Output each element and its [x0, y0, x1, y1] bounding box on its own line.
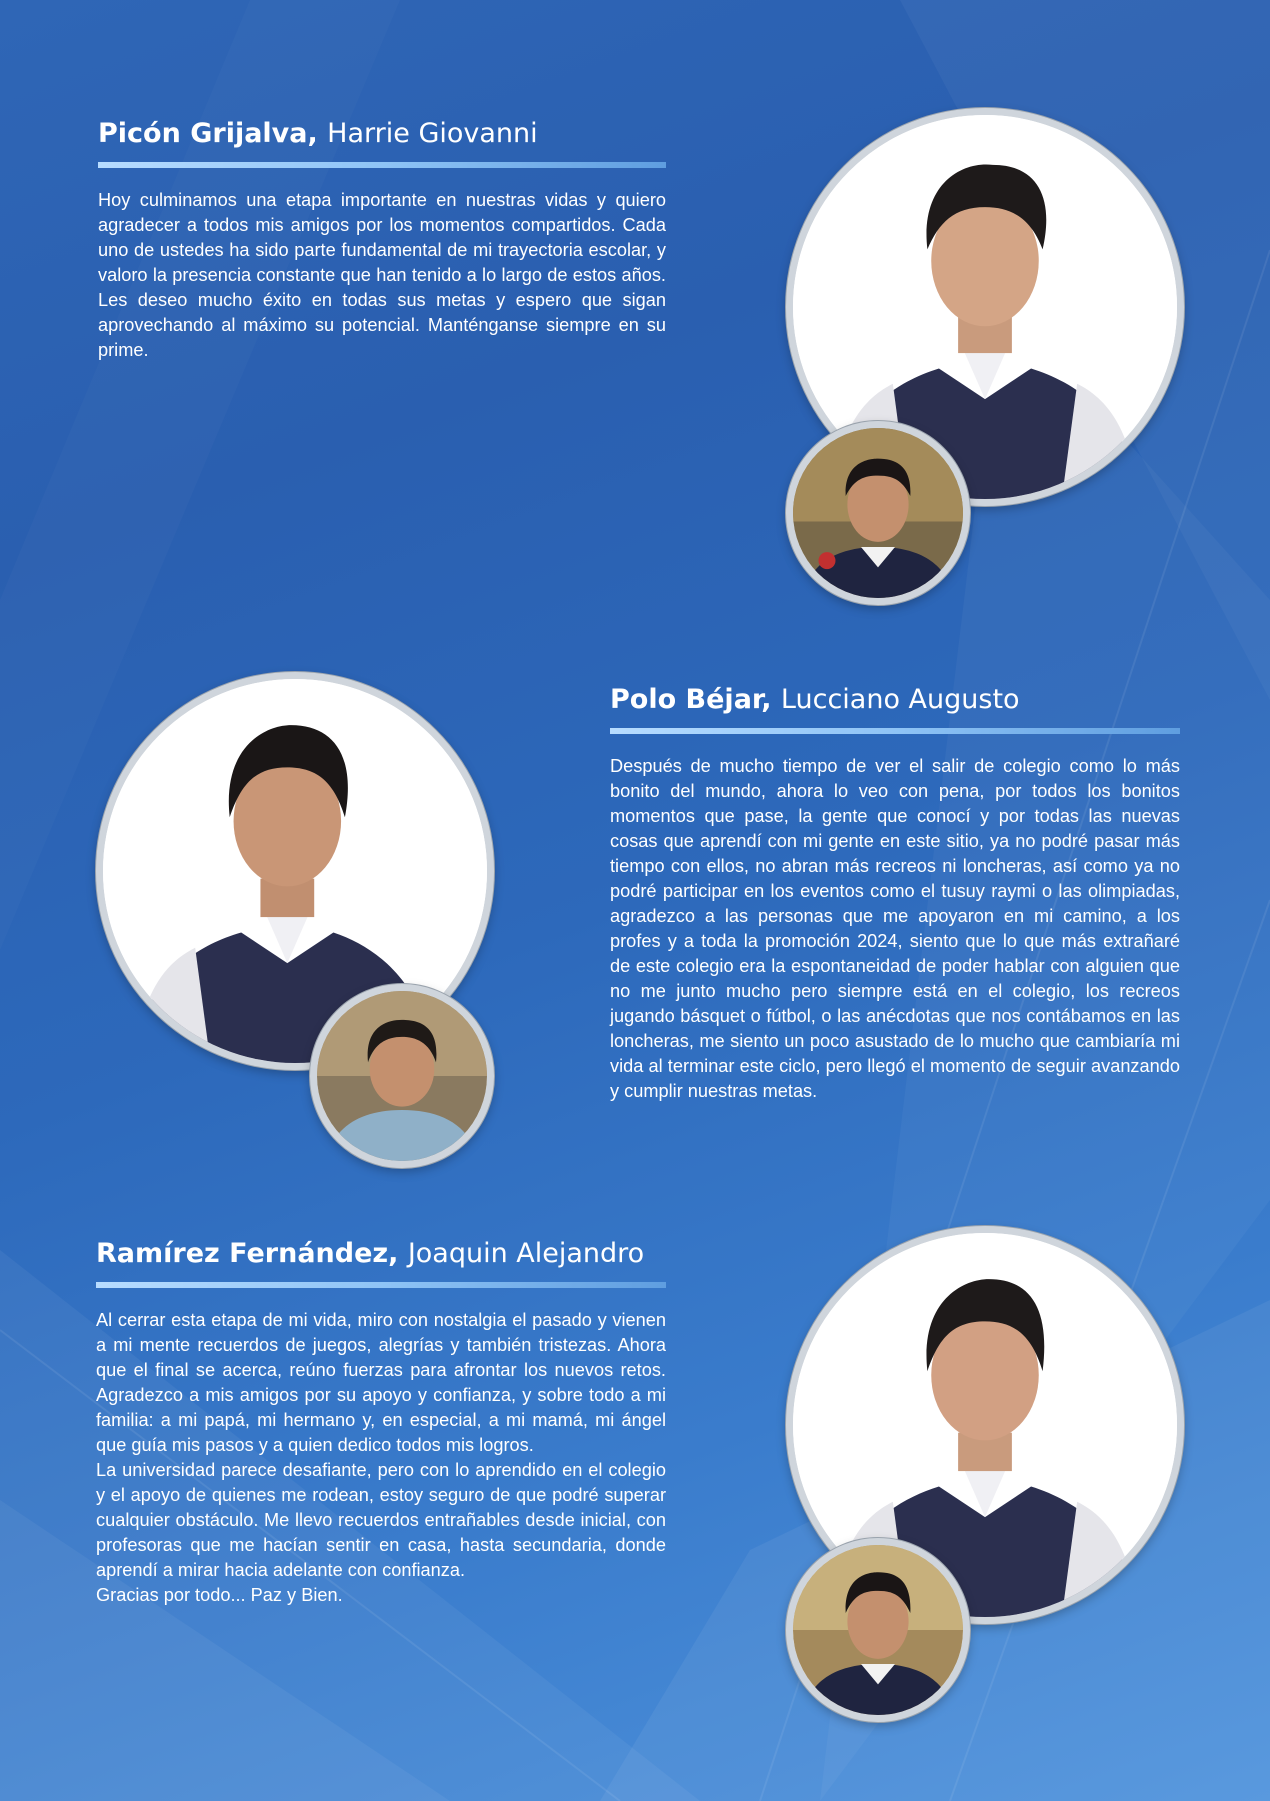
student-entry-picon — [98, 116, 666, 363]
student-message — [610, 754, 1180, 1104]
name-underline — [96, 1282, 666, 1288]
student-name — [98, 116, 666, 152]
student-message — [96, 1308, 666, 1608]
student-surname: Polo Béjar, — [610, 684, 772, 715]
student-surname: Ramírez Fernández, — [96, 1238, 399, 1269]
student-given-name: Harrie Giovanni — [327, 118, 538, 149]
student-name — [610, 682, 1180, 718]
message-paragraph: La universidad parece desafiante, pero con lo aprendido en el colegio y el apoyo de quienes me rodean, estoy seguro de que podré superar cualquier obstáculo. Me llevo recuerdos entrañables desde inicial, con profesoras que me hacían sentir en casa, hasta secundaria, donde aprendí a mirar hacia adelante con confianza. — [96, 1460, 666, 1580]
student-childhood-photo — [786, 1538, 970, 1722]
student-childhood-photo — [310, 984, 494, 1168]
student-entry-ramirez — [96, 1236, 666, 1608]
student-surname: Picón Grijalva, — [98, 118, 318, 149]
student-childhood-photo — [786, 421, 970, 605]
student-given-name: Joaquin Alejandro — [407, 1238, 645, 1269]
student-name — [96, 1236, 666, 1272]
name-underline — [98, 162, 666, 168]
message-paragraph: Hoy culminamos una etapa importante en nuestras vidas y quiero agradecer a todos mis amigos por los momentos compartidos. Cada uno de ustedes ha sido parte fundamental de mi trayectoria escolar, y valoro la presencia constante que han tenido a lo largo de estos años. Les deseo mucho éxito en todas sus metas y espero que sigan aprovechando al máximo su potencial. Manténganse siempre en su prime. — [98, 190, 666, 360]
student-message — [98, 188, 666, 363]
message-paragraph: Gracias por todo... Paz y Bien. — [96, 1585, 343, 1605]
message-paragraph: Al cerrar esta etapa de mi vida, miro con nostalgia el pasado y vienen a mi mente recuerdos de juegos, alegrías y también tristezas. Ahora que el final se acerca, reúno fuerzas para afrontar los nuevos retos. Agradezco a mis amigos por su apoyo y confianza, y sobre todo a mi familia: a mi papá, mi hermano y, en especial, a mi mamá, mi ángel que guía mis pasos y a quien dedico todos mis logros. — [96, 1310, 666, 1455]
student-entry-polo — [610, 682, 1180, 1104]
name-underline — [610, 728, 1180, 734]
message-paragraph: Después de mucho tiempo de ver el salir de colegio como lo más bonito del mundo, ahora lo veo con pena, por todos los bonitos momentos que pase, la gente que conocí y por todas las nuevas cosas que aprendí con mi gente en este sitio, ya no podré pasar más tiempo con ellos, no abran más recreos ni loncheras, así como ya no podré participar en los eventos como el tusuy raymi o las olimpiadas, agradezco a las personas que me apoyaron en mi camino, a los profes y a toda la promoción 2024, siento que lo que más extrañaré de este colegio era la espontaneidad de poder hablar con alguien que no me junto mucho pero siempre está en el colegio, los recreos jugando básquet o fútbol, o las anécdotas que nos contábamos en las loncheras, me siento un poco asustado de lo mucho que cambiaría mi vida al terminar este ciclo, pero llegó el momento de seguir avanzando y cumplir nuestras metas. — [610, 756, 1180, 1101]
student-given-name: Lucciano Augusto — [780, 684, 1020, 715]
